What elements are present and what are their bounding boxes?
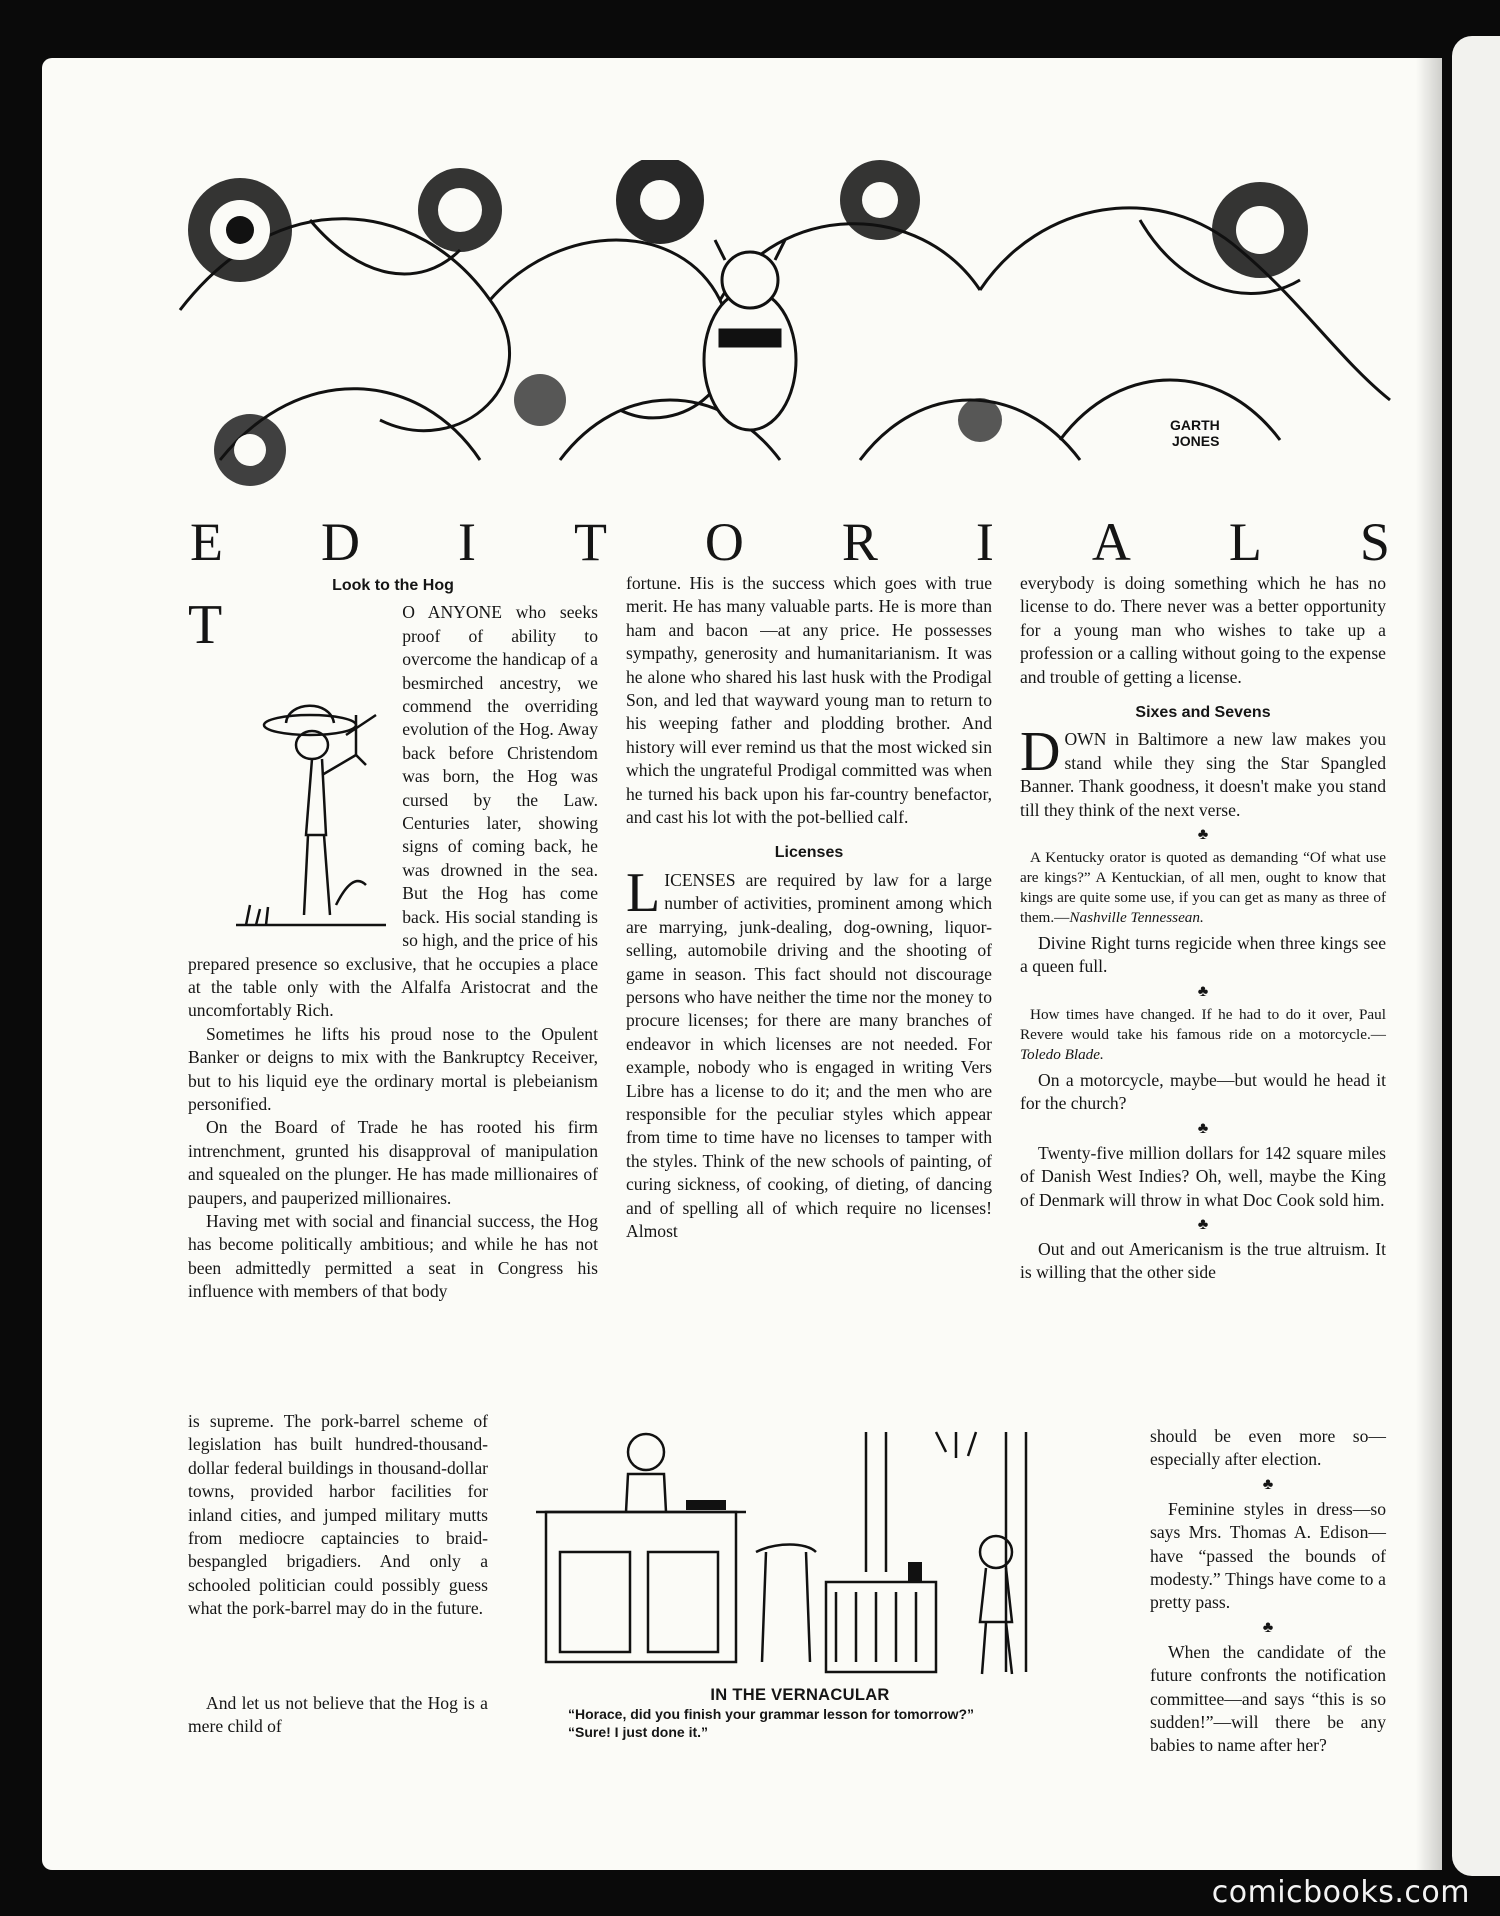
club-separator-icon: ♣: [1197, 982, 1209, 1000]
hog-paragraph-1-text: O ANYONE who seeks proof of ability to overcome the handicap of a besmirched ancestry, we commend the overriding evolution of the Hog. Away back before Christendom was born, the Hog was cursed by the Law. Centuries later, showing signs of coming back, he was drowned in the sea. But the Hog has come back. His social standing is so high, and the price of his prepared presence so exclusive, that he occupies a place at the table only with the Alfalfa Aristocrat and the uncomfortably Rich.: [188, 602, 598, 1021]
club-separator-icon: ♣: [1262, 1475, 1274, 1493]
column-3-lower: [1150, 1425, 1386, 1758]
heading-letter: L: [1228, 512, 1262, 572]
quote-kentucky-source: Nashville Tennessean.: [1069, 909, 1204, 927]
heading-letter: T: [573, 512, 607, 572]
sixes-paragraph-1-text: OWN in Baltimore a new law makes you stand while they sing the Star Spangled Banner. Thank goodness, it doesn't make you stand till they think of the next verse.: [1020, 729, 1386, 820]
sixes-paragraph-4: Twenty-five million dollars for 142 square miles of Danish West Indies? Oh, well, maybe the King of Denmark will throw in what Doc Cook sold him.: [1020, 1142, 1386, 1210]
hog-paragraph-5-continued: fortune. His is the success which goes with true merit. He has many valuable parts. He is more than ham and bacon —at any price. He possesses sympathy, generosity and humanitarianism. It was he alone who shared his last husk with the Prodigal Son, and led that wayward young man to return to his weeping father and plodding brother. And history will ever remind us that the most wicked sin which the ungrateful Prodigal committed was when he turned his back upon his far-country benefactor, and cast his lot with the pot-bellied calf.: [626, 573, 992, 828]
heading-letter: O: [704, 512, 744, 572]
quote-revere: [1020, 1005, 1386, 1065]
site-watermark: comicbooks.com: [1211, 1875, 1470, 1910]
column-1-tail: [188, 1692, 488, 1739]
quote-revere-source: Toledo Blade.: [1020, 1045, 1104, 1063]
dropcap-d: D: [1020, 721, 1061, 784]
article-title-hog: Look to the Hog: [332, 577, 454, 594]
vernacular-illustration: [536, 1412, 1056, 1684]
sixes-paragraph-5: Out and out Americanism is the true altruism. It is willing that the other side: [1020, 1238, 1386, 1283]
licenses-paragraph-text: ICENSES are required by law for a large number of activities, prominent among which are marrying, junk-dealing, dog-owning, liquor-selling, automobile driving and the shooting of game in season. This fact should not discourage persons who have neither the time nor the money to procure licenses; for there are many branches of endeavor in which licenses are not needed. For example, nobody who is engaged in writing Vers Libre has a license to do it; and the men who are responsible for the peculiar styles which appear from time to time have no licenses to tamper with the styles. Think of the new schools of painting, of curing sickness, of cooking, of dieting, of dancing and of spelling all of which require no licenses! Almost: [626, 869, 992, 1241]
column-2: [626, 572, 992, 1243]
licenses-paragraph: [626, 861, 992, 1244]
heading-letter: E: [190, 512, 223, 572]
sixes-paragraph-6: Feminine styles in dress—so says Mrs. Thomas A. Edison—have “passed the bounds of modesty.” Things have come to a pretty pass.: [1150, 1498, 1386, 1613]
decorative-vignette: [160, 160, 1405, 500]
heading-letter: D: [320, 512, 360, 572]
hog-paragraph-4-continued: is supreme. The pork-barrel scheme of legislation has built hundred-thousand-dollar federal buildings in thousand-dollar towns, provided harbor facilities for inland cities, and jumped military mutts from mediocre captaincies to braid-bespangled brigadiers. And only a schooled politician could possibly guess what the pork-barrel may do in the future.: [188, 1411, 488, 1619]
hog-cartoon-illustration: [226, 605, 394, 949]
next-page-edge: [1452, 36, 1500, 1876]
svg-text:JONES: JONES: [1172, 433, 1220, 449]
sixes-paragraph-3: On a motorcycle, maybe—but would he head it for the church?: [1020, 1069, 1386, 1114]
hog-paragraph-1: [188, 594, 598, 1022]
article-title-sixes: Sixes and Sevens: [1135, 704, 1271, 722]
quote-kentucky-text: A Kentucky orator is quoted as demanding “Of what use are kings?” A Kentuckian, of all men, ought to know that kings are quite some use, if you can get as many as three of them.—: [1020, 849, 1386, 927]
dropcap-t: T: [188, 594, 223, 657]
club-separator-icon: ♣: [1197, 826, 1209, 844]
heading-letter: I: [457, 512, 476, 572]
sixes-paragraph-7: When the candidate of the future confronts the notification committee—and says “this is so sudden!”—will there be any babies to name after her?: [1150, 1641, 1386, 1756]
artist-signature: GARTH: [1170, 417, 1220, 433]
caption-title: IN THE VERNACULAR: [710, 1686, 890, 1704]
heading-letter: A: [1091, 512, 1131, 572]
heading-letter: S: [1359, 512, 1390, 572]
caption-line-2: “Sure! I just done it.”: [568, 1724, 709, 1740]
column-1: [188, 572, 598, 1304]
club-separator-icon: ♣: [1262, 1618, 1274, 1636]
dropcap-l: L: [626, 861, 661, 924]
quote-revere-text: How times have changed. If he had to do it over, Paul Revere would take his famous ride on a motorcycle.—: [1020, 1005, 1386, 1043]
article-title-licenses: Licenses: [774, 844, 844, 862]
column-1-lower: [188, 1410, 488, 1621]
heading-letter: I: [975, 512, 994, 572]
heading-letter: R: [841, 512, 878, 572]
caption-line-1: “Horace, did you finish your grammar lesson for tomorrow?”: [568, 1706, 975, 1722]
club-separator-icon: ♣: [1197, 1215, 1209, 1233]
illustration-caption: [560, 1686, 1040, 1741]
quote-kentucky: [1020, 848, 1386, 928]
column-3: [1020, 572, 1386, 1285]
sixes-paragraph-5-continued: should be even more so—especially after election.: [1150, 1426, 1386, 1470]
sixes-paragraph-1: [1020, 721, 1386, 822]
hog-paragraph-3: On the Board of Trade he has rooted his firm intrenchment, grunted his disapproval of manipulation and squealed on the plunger. He has made millionaires of paupers, and pauperized millionaires.: [188, 1117, 598, 1208]
hog-paragraph-5: And let us not believe that the Hog is a mere child of: [188, 1693, 488, 1737]
hog-paragraph-2: Sometimes he lifts his proud nose to the Opulent Banker or deigns to mix with the Bankruptcy Receiver, but to his liquid eye the ordinary mortal is plebeianism personified.: [188, 1023, 598, 1114]
editorials-heading: [190, 510, 1390, 574]
club-separator-icon: ♣: [1197, 1119, 1209, 1137]
spine-shadow: [1416, 58, 1442, 1870]
licenses-paragraph-continued: everybody is doing something which he has no license to do. There never was a better opportunity for a young man who wishes to take up a profession or a calling without going to the expense and trouble of getting a license.: [1020, 573, 1386, 687]
sixes-paragraph-2: Divine Right turns regicide when three kings see a queen full.: [1020, 933, 1386, 977]
hog-paragraph-4: Having met with social and financial success, the Hog has become politically ambitious; and while he has not been admittedly permitted a seat in Congress his influence with members of that body: [188, 1210, 598, 1302]
